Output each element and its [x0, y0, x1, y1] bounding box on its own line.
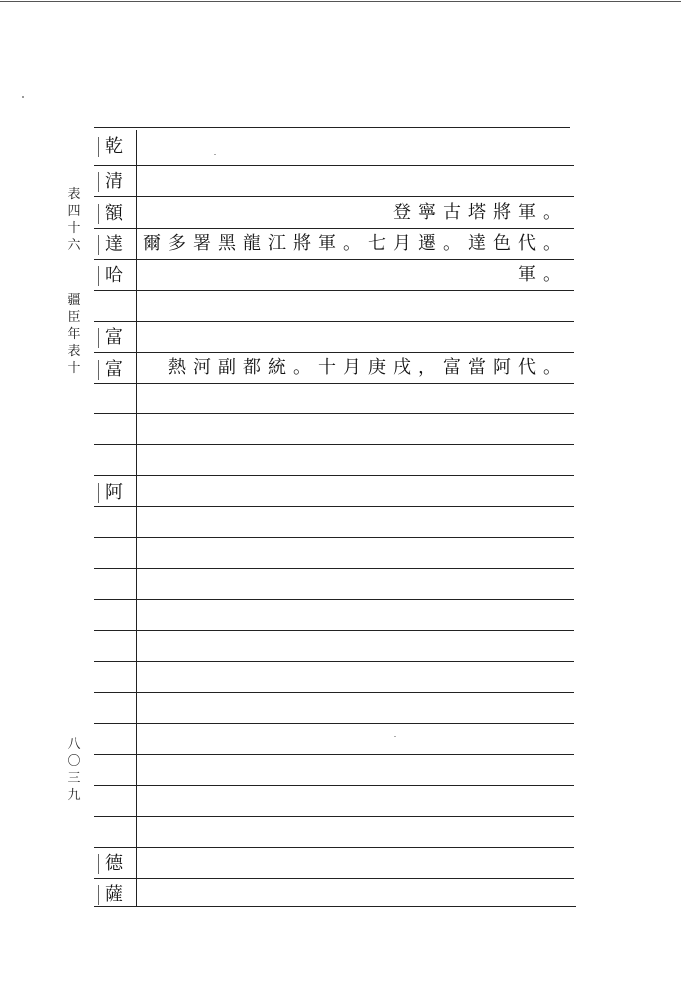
- row-rule: [94, 352, 574, 353]
- row-rule: [94, 847, 574, 848]
- row-rule: [94, 692, 574, 693]
- page-top-edge: [0, 1, 681, 2]
- row-rule: [94, 259, 574, 260]
- entry-row-4: 爾多署黑龍江將軍。七月遷。達色代。: [143, 233, 568, 254]
- row-rule: [94, 630, 574, 631]
- name-cell-24: 德: [98, 854, 143, 874]
- name-cell-3: 額: [98, 204, 143, 224]
- row-rule: [94, 383, 574, 384]
- scan-speck: [22, 96, 24, 98]
- page-number: 八 〇 三 九: [67, 737, 81, 803]
- section-title: 表 四 十 六: [67, 187, 81, 253]
- name-cell-8: 富: [98, 360, 143, 380]
- row-rule: [94, 506, 574, 507]
- row-rule: [94, 196, 574, 197]
- row-rule: [94, 321, 574, 322]
- name-cell-1: 乾: [98, 137, 143, 157]
- row-rule: [94, 568, 574, 569]
- entry-row-5: 軍。: [518, 264, 568, 285]
- row-rule: [94, 816, 574, 817]
- row-rule: [94, 878, 574, 879]
- row-rule: [94, 661, 574, 662]
- scan-speck: [394, 736, 396, 737]
- row-rule: [94, 599, 574, 600]
- row-rule: [94, 537, 574, 538]
- row-rule: [94, 413, 574, 414]
- row-rule: [94, 723, 574, 724]
- entry-row-8: 熱河副都統。十月庚戌，富當阿代。: [168, 357, 568, 378]
- row-rule: [94, 444, 574, 445]
- table-title: 疆 臣 年 表 十: [67, 293, 81, 376]
- chronology-table: [94, 120, 578, 906]
- row-rule: [94, 127, 570, 128]
- row-rule: [94, 290, 574, 291]
- row-rule: [94, 785, 574, 786]
- row-rule: [94, 475, 574, 476]
- scan-speck: [214, 154, 216, 155]
- name-cell-7: 富: [98, 328, 143, 348]
- name-cell-4: 達: [98, 235, 143, 255]
- name-cell-25: 薩: [98, 885, 143, 905]
- row-rule: [94, 754, 574, 755]
- row-rule: [94, 165, 574, 166]
- name-cell-5: 哈: [98, 266, 143, 286]
- entry-row-3: 登寧古塔將軍。: [393, 202, 568, 223]
- row-rule: [94, 228, 574, 229]
- name-cell-12: 阿: [98, 483, 143, 503]
- row-rule: [94, 906, 576, 907]
- name-cell-2: 清: [98, 172, 143, 192]
